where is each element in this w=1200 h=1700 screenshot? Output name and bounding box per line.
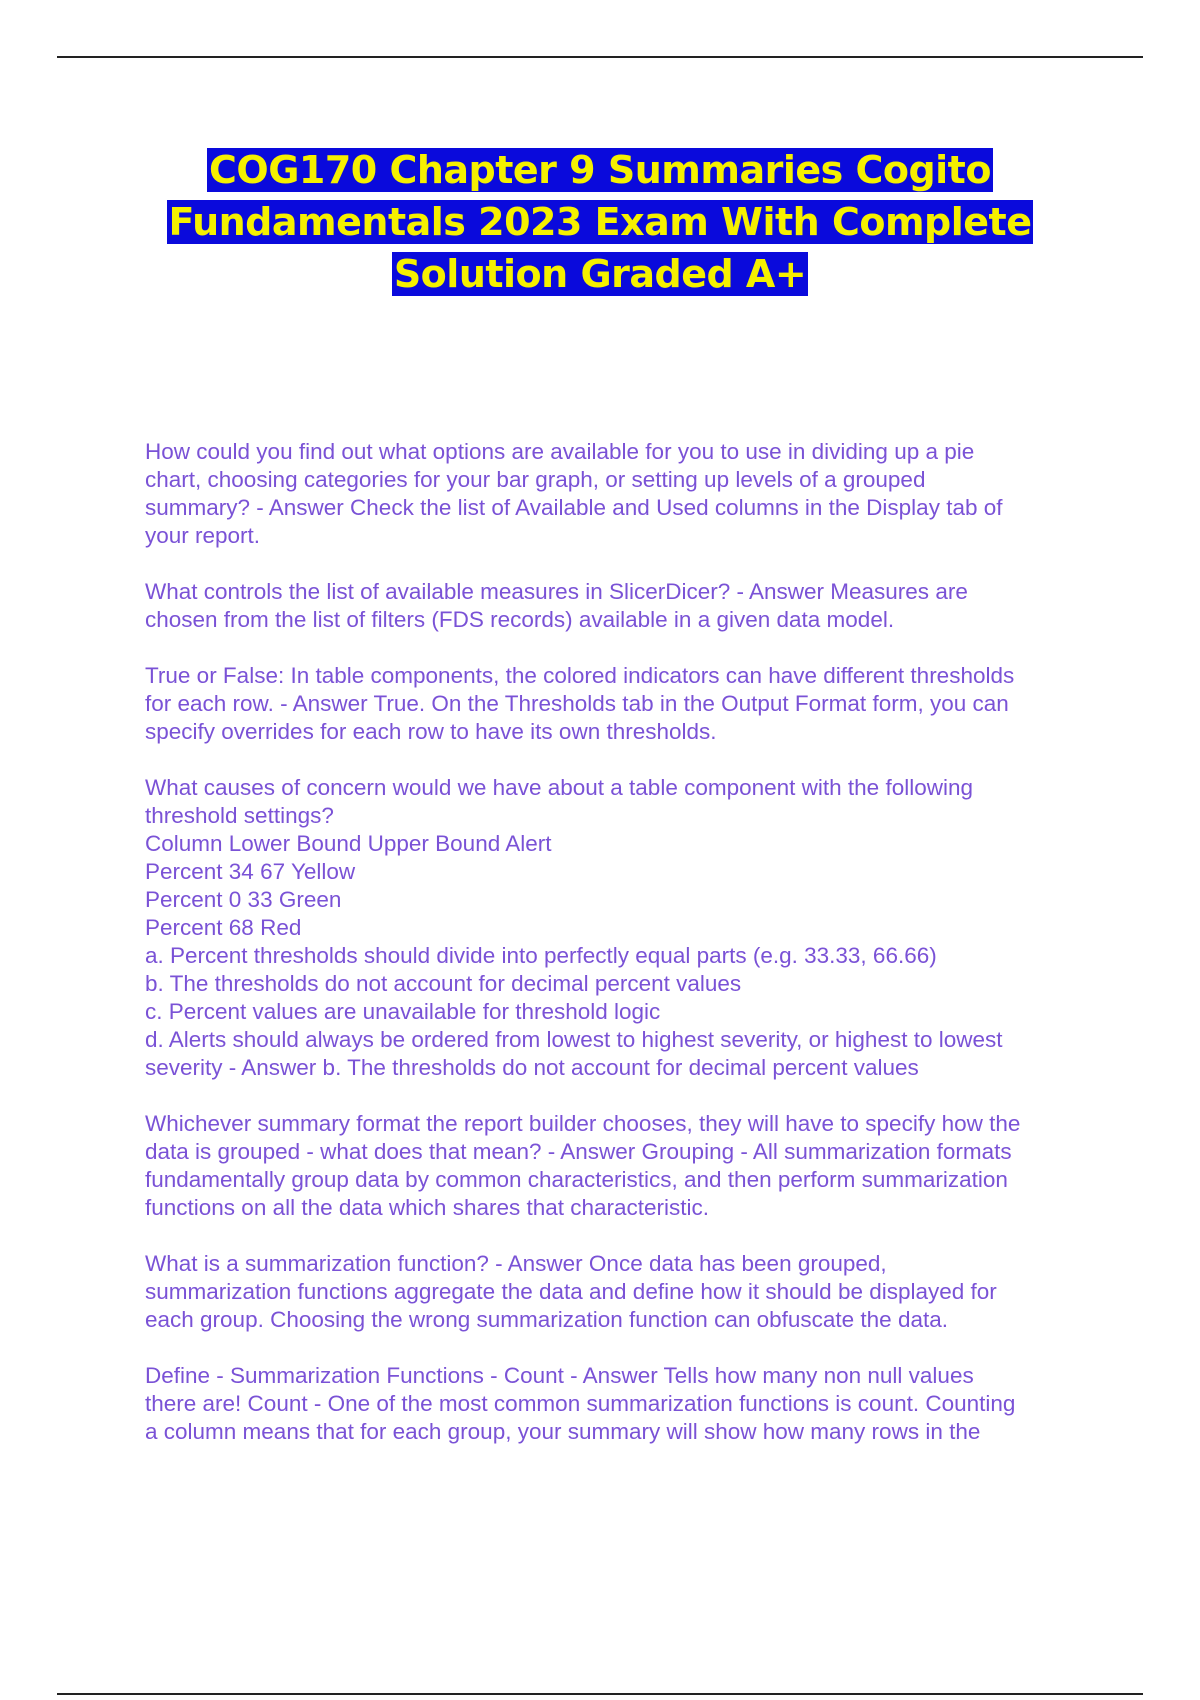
- qa-text-line: fundamentally group data by common characteristics, and then perform summarization: [145, 1167, 1008, 1192]
- qa-paragraph: [145, 578, 1090, 634]
- title-line-3: Solution Graded A+: [393, 252, 807, 296]
- qa-paragraph: [145, 1362, 1090, 1446]
- document-body: [145, 438, 1090, 1474]
- qa-paragraph: [145, 1250, 1090, 1334]
- qa-text-line: What controls the list of available measures in SlicerDicer? - Answer Measures are: [145, 579, 968, 604]
- qa-text-line: Define - Summarization Functions - Count - Answer Tells how many non null values: [145, 1363, 974, 1388]
- qa-text-line: chart, choosing categories for your bar graph, or setting up levels of a grouped: [145, 467, 926, 492]
- qa-text-line: c. Percent values are unavailable for threshold logic: [145, 999, 661, 1024]
- qa-text-line: severity - Answer b. The thresholds do not account for decimal percent values: [145, 1055, 919, 1080]
- qa-text-line: summarization functions aggregate the data and define how it should be displayed for: [145, 1279, 997, 1304]
- qa-text-line: Percent 0 33 Green: [145, 887, 342, 912]
- title-line-2: Fundamentals 2023 Exam With Complete: [168, 200, 1032, 244]
- qa-text-line: each group. Choosing the wrong summarization function can obfuscate the data.: [145, 1307, 948, 1332]
- bottom-rule: [57, 1693, 1143, 1695]
- document-title: [80, 144, 1120, 300]
- qa-text-line: chosen from the list of filters (FDS records) available in a given data model.: [145, 607, 895, 632]
- qa-text-line: threshold settings?: [145, 803, 334, 828]
- qa-text-line: Column Lower Bound Upper Bound Alert: [145, 831, 552, 856]
- qa-text-line: b. The thresholds do not account for decimal percent values: [145, 971, 742, 996]
- qa-text-line: summary? - Answer Check the list of Available and Used columns in the Display tab of: [145, 495, 1003, 520]
- qa-text-line: data is grouped - what does that mean? - Answer Grouping - All summarization formats: [145, 1139, 1012, 1164]
- qa-text-line: there are! Count - One of the most common summarization functions is count. Counting: [145, 1391, 1016, 1416]
- qa-text-line: specify overrides for each row to have its own thresholds.: [145, 719, 717, 744]
- qa-text-line: Percent 34 67 Yellow: [145, 859, 356, 884]
- qa-paragraph: [145, 774, 1090, 1082]
- title-line-1: COG170 Chapter 9 Summaries Cogito: [209, 148, 991, 192]
- qa-text-line: True or False: In table components, the colored indicators can have different thresholds: [145, 663, 1015, 688]
- qa-text-line: d. Alerts should always be ordered from lowest to highest severity, or highest to lowest: [145, 1027, 1003, 1052]
- qa-text-line: How could you find out what options are available for you to use in dividing up a pie: [145, 439, 975, 464]
- qa-text-line: a column means that for each group, your summary will show how many rows in the: [145, 1419, 981, 1444]
- qa-text-line: What causes of concern would we have about a table component with the following: [145, 775, 973, 800]
- qa-text-line: for each row. - Answer True. On the Thresholds tab in the Output Format form, you can: [145, 691, 1009, 716]
- qa-paragraph: [145, 1110, 1090, 1222]
- qa-text-line: Percent 68 Red: [145, 915, 302, 940]
- qa-text-line: a. Percent thresholds should divide into perfectly equal parts (e.g. 33.33, 66.66): [145, 943, 937, 968]
- qa-paragraph: [145, 438, 1090, 550]
- qa-paragraph: [145, 662, 1090, 746]
- top-rule: [57, 56, 1143, 58]
- qa-text-line: functions on all the data which shares that characteristic.: [145, 1195, 710, 1220]
- qa-text-line: Whichever summary format the report builder chooses, they will have to specify how the: [145, 1111, 1021, 1136]
- qa-text-line: What is a summarization function? - Answer Once data has been grouped,: [145, 1251, 887, 1276]
- qa-text-line: your report.: [145, 523, 261, 548]
